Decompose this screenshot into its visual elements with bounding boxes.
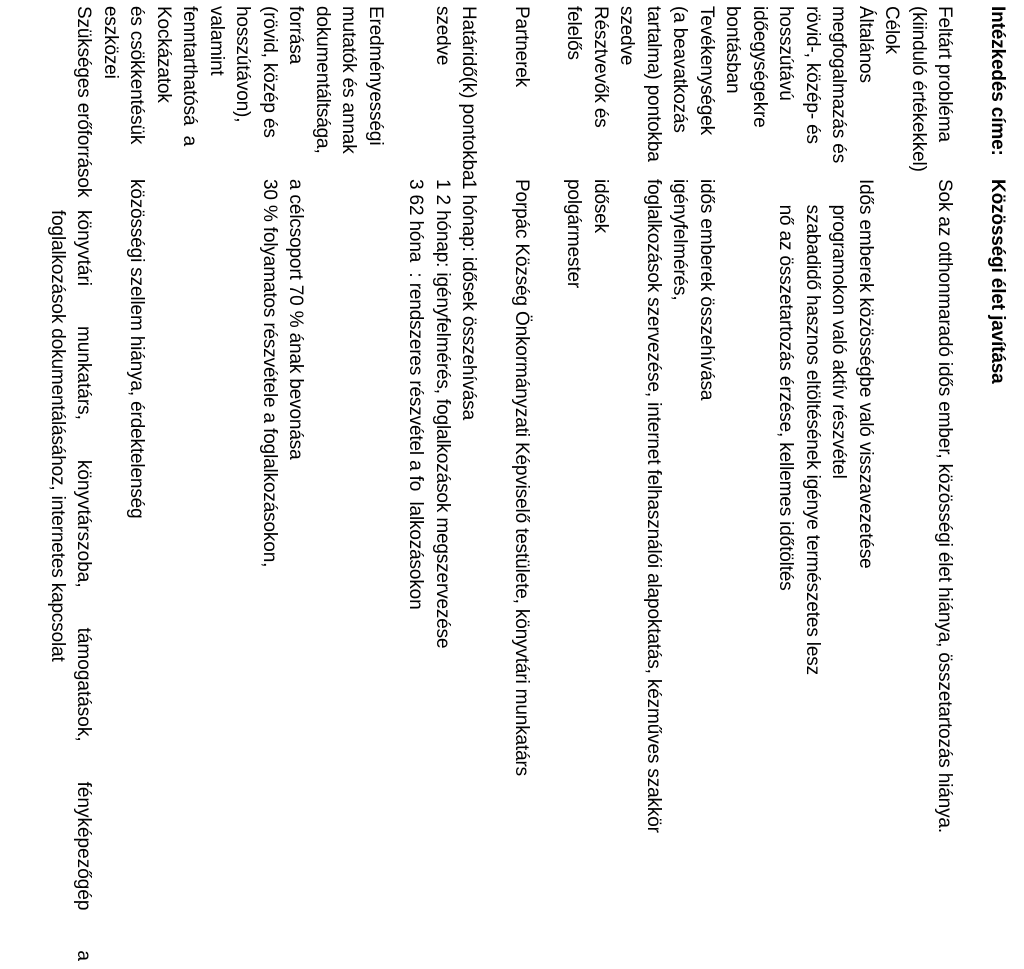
goals-value-line: nő az összetartozás érzése, kellemes időtöltés (775, 179, 797, 591)
activities-value-line: igényfelmérés, (669, 179, 691, 301)
goals-label-line: időegységekre (749, 6, 770, 128)
goals-value-line (878, 179, 905, 961)
resources-word: fényképezőgép (73, 781, 95, 911)
activities-value-line: foglalkozások szervezése, internet felhasználói alapoktatás, kézműves szakkör (643, 179, 664, 833)
deadlines-row (402, 0, 482, 961)
participants-value-line: polgármester (563, 179, 585, 289)
problem-row (905, 0, 958, 961)
problem-label-line: Feltárt probléma (934, 6, 956, 142)
indicators-value-line: 30 % folyamatos részvétele a foglalkozásokon, (259, 179, 280, 568)
resources-label: Szükséges erőforrások (73, 6, 95, 198)
risks-label-line: Kockázatok (153, 6, 174, 103)
indicators-label-line: forrása (285, 6, 307, 65)
goals-value-line: programokon való aktív részvétel (828, 179, 850, 479)
title-value: Közösségi élet javítása (987, 179, 1008, 384)
goals-label-line: Általános (855, 6, 876, 83)
activities-label-line: tartalma) pontokba (643, 6, 664, 162)
indicators-label-line: valamint (206, 6, 227, 76)
participants-label-line: Résztvevők és (590, 6, 611, 128)
indicators-row (176, 0, 388, 961)
goals-label-line: Célok (881, 6, 903, 54)
risks-label-line: és csökkentésük (126, 6, 148, 145)
resources-word: könyvtári (73, 210, 95, 287)
goals-value-line: szabadidő hasznos eltöltésének igénye természetes lesz (802, 179, 823, 675)
resources-word: támogatások, (73, 627, 95, 742)
title-row (984, 0, 1011, 961)
deadlines-label-line: szedve (432, 6, 453, 66)
goals-label-line: rövid-, közép- és (802, 6, 823, 144)
participants-label-line: felelős (563, 6, 585, 60)
risks-value-line: közösségi szellem hiánya, érdektelenség (126, 179, 148, 519)
activities-label-line: Tevékenységek (696, 6, 717, 136)
goals-label-line: bontásban (722, 6, 744, 94)
goals-label-line: megfogalmazás és (828, 6, 850, 164)
resources-value-line-2: foglalkozások dokumentálásához, internetes kapcsolat (47, 210, 68, 662)
resources-word: munkatárs, (73, 325, 95, 420)
activities-value-line: idős emberek összehívása (696, 179, 717, 401)
partners-label-line: Partnerek (511, 6, 532, 88)
deadlines-value-line: 3 62 hóna : rendszeres részvétel a fo lalkozásokon (405, 179, 427, 610)
activities-label-line: szedve (616, 6, 638, 66)
partners-value-line: Porpác Község Önkormányzati Képviselő testülete, könyvtári munkatárs (511, 179, 532, 777)
indicators-label-line: dokumentáltsága, (312, 6, 333, 154)
risks-label-line: eszközei (100, 6, 121, 79)
resources-word: könyvtárszoba, (73, 459, 95, 588)
goals-label-line: hosszútávú (775, 6, 797, 101)
indicators-value-line: a célcsoport 70 % ának bevonása (285, 179, 307, 460)
title-label: Intézkedés címe: (987, 6, 1008, 156)
resources-word: a (73, 950, 95, 961)
partners-row (508, 0, 535, 961)
resources-row (70, 0, 97, 961)
activities-label-line: (a beavatkozás (669, 6, 691, 133)
deadlines-label-line: Határidő(k) pontokba (458, 6, 480, 181)
participants-row (560, 0, 613, 961)
resources-row-continued (44, 0, 71, 961)
risks-row (97, 0, 177, 961)
deadlines-value-line: 1 hónap: idősek összehívása (458, 179, 480, 421)
indicators-label-line: hosszútávon), (232, 6, 254, 123)
indicators-label-line: mutatók és annak (338, 6, 360, 154)
problem-label-line: (kiinduló értékekkel) (908, 6, 929, 172)
indicators-label-line: (rövid, közép és (259, 6, 280, 138)
resources-value-line (70, 210, 97, 961)
goals-row (719, 0, 905, 961)
deadlines-value-line: 1 2 hónap: igényfelmérés, foglalkozások megszervezése (432, 179, 453, 649)
problem-value-line: Sok az otthonmaradó idős ember, közösségi élet hiánya, összetartozás hiánya. (934, 179, 956, 833)
indicators-label-line: Eredményességi (365, 6, 386, 146)
goals-value-line: Idős emberek közösségbe való visszavezetése (855, 179, 876, 569)
participants-value-line: idősek (590, 179, 611, 234)
activities-row (613, 0, 719, 961)
indicators-label-line: fenntarthatósá a (179, 6, 201, 147)
